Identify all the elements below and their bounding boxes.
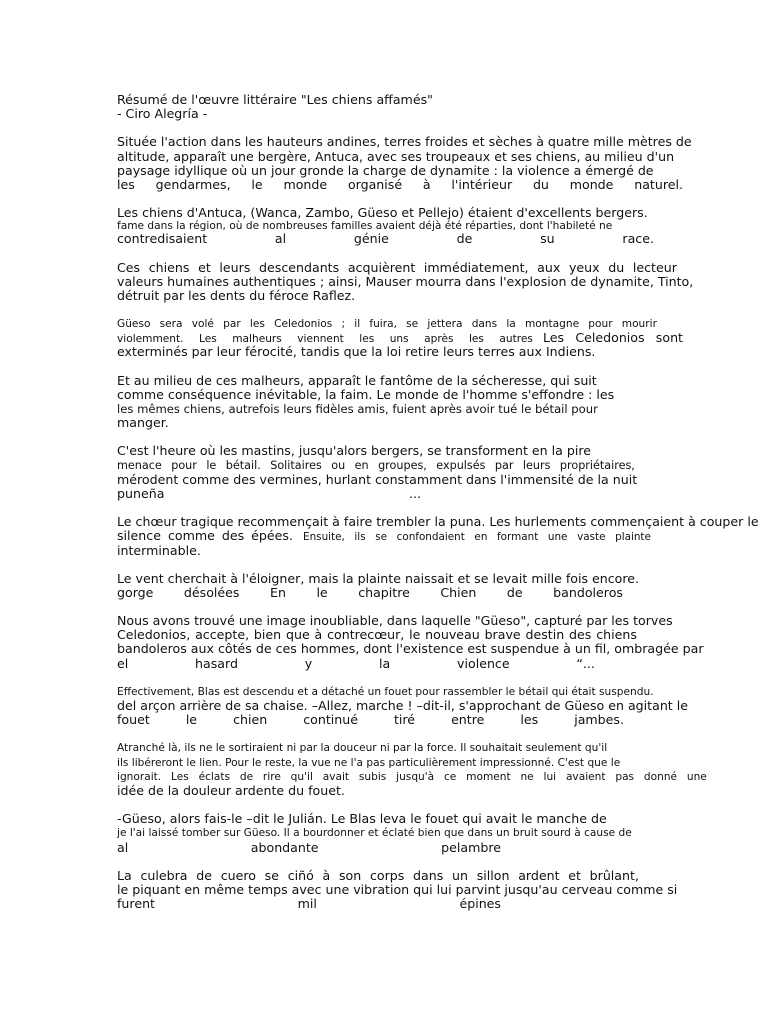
text-line: ils libéreront le lien. Pour le reste, la vue ne l'a pas particulièrement impressionné. C'est que le [117,756,621,769]
word: abondante [250,839,319,855]
text-line [117,529,651,543]
word: tiré [393,712,416,728]
word: comme [167,528,215,544]
word: ignorait. [117,770,162,783]
word: bien [253,627,282,643]
word: bétail. [225,458,261,472]
word: ne [520,770,534,783]
text-line [117,178,683,192]
word: pas [615,770,635,783]
word: épées. [251,528,293,544]
word: “... [576,655,595,671]
paragraph-4 [117,317,767,360]
word: en [354,458,369,472]
word: aux [537,259,561,275]
word: ... [408,485,421,501]
document-title: Résumé de l'œuvre littéraire "Les chiens affamés" [117,92,433,107]
word: Celedonios [274,318,333,331]
word: l'intérieur [451,176,513,192]
word: puneña [117,485,165,501]
word: autres [499,333,533,346]
word: le [316,584,328,600]
word: désolées [183,584,240,600]
word: acquièrent [347,259,416,275]
word: uns [389,333,409,346]
text-line: exterminés par leur férocité, tandis que la loi retire leurs terres aux Indiens. [117,344,596,360]
text-line: -Güeso, alors fais-le –dit le Julián. Le Blas leva le fouet qui avait le manche de [117,811,607,827]
word: violence [457,655,510,671]
word: en [474,531,488,544]
word: nouveau [425,627,480,643]
text-line: interminable. [117,542,201,558]
paragraph-13 [117,869,767,912]
word: monde [569,176,614,192]
word: viennent [297,333,344,346]
word: se [406,318,419,331]
word: des [569,627,592,643]
text-line: Le vent cherchait à l'éloigner, mais la plainte naissait et se levait mille fois encore. [117,570,640,586]
text-line [117,487,421,501]
word: jambes. [574,712,624,728]
word: chapitre [358,584,410,600]
word: formant [497,531,539,544]
word: lui [543,770,557,783]
word: le [206,458,217,472]
word: naturel. [634,176,683,192]
word: sont [655,330,683,346]
text-line: del arçon arrière de sa chaise. –Allez, marche ! –dit-il, s'approchant de Güeso en agitant le [117,698,688,713]
word: sera [159,318,183,331]
text-line [117,897,501,911]
word: furent [117,896,155,912]
word: du [608,259,625,275]
text-line: Située l'action dans les hauteurs andines, terres froides et sèches à quatre mille mètres de [117,134,692,150]
word: mourir [621,318,657,331]
word: menace [117,458,162,472]
paragraph-1 [117,135,767,192]
word: expulsés [436,458,486,472]
word: y [304,655,313,671]
word: de [456,231,473,247]
text-line [117,232,654,246]
text-line [117,261,677,275]
text-line: fame dans la région, où de nombreuses familles avaient déjà été réparties, dont l'habileté ne [117,220,613,233]
word: pelambre [441,839,501,855]
word: Celedonios [575,330,645,346]
word: subis [358,770,387,783]
paragraph-6 [117,444,767,501]
word: silence [117,528,161,544]
text-line [117,713,624,727]
text-line: je l'ai laissé tomber sur Güeso. Il a bourdonner et éclaté bien que dans un bruit sourd à cause de [117,827,632,840]
word: une [547,531,568,544]
word: contredisaient [117,231,208,247]
word: que [285,627,310,643]
word: Ensuite, [303,531,345,544]
word: violemment. [117,333,184,346]
word: éclats [198,770,231,783]
paragraph-12 [117,812,767,855]
word: à [314,627,323,643]
word: ce [443,770,457,783]
word: lecteur [632,259,677,275]
word: su [540,231,555,247]
text-line: paysage idyllique où un jour gronde la charge de dynamite : la violence a émergé de [117,162,654,178]
word: le [409,627,421,643]
word: donné [643,770,678,783]
word: cuero [220,867,256,883]
word: à [422,176,431,192]
word: jusqu'à [396,770,435,783]
word: chiens [148,259,190,275]
word: les [468,333,484,346]
word: les [359,333,375,346]
word: le [185,712,198,728]
text-line: altitude, apparaît une bergère, Antuca, avec ses troupeaux et ses chiens, au milieu d'un [117,148,675,164]
text-line [117,770,707,784]
text-line: C'est l'heure où les mastins, jusqu'alors bergers, se transforment en la pire [117,443,592,459]
word: gorge [117,584,154,600]
word: volé [191,318,214,331]
text-line [117,586,623,600]
word: les [249,318,265,331]
text-line: Les chiens d'Antuca, (Wanca, Zambo, Güeso et Pellejo) étaient d'excellents bergers. [117,205,648,221]
word: pour [588,318,613,331]
word: corps [369,867,405,883]
paragraph-9 [117,614,767,671]
word: yeux [568,259,600,275]
word: Celedonios, [117,627,191,643]
word: il [354,318,361,331]
word: groupes, [378,458,427,472]
word: chiens [596,627,637,643]
word: culebra [140,867,188,883]
text-line [117,841,501,855]
word: épines [459,896,501,912]
word: contrecœur, [327,627,405,643]
text-line: Atranché là, ils ne le sortiraient ni par la douceur ni par la force. Il souhaitait seulement qu'il [117,742,608,755]
word: descendants [259,259,340,275]
word: al [117,839,129,855]
paragraph-11 [117,741,767,798]
word: Ces [117,259,141,275]
text-line: Et au milieu de ces malheurs, apparaît le fantôme de la sécheresse, qui suit [117,372,597,388]
word: le [251,176,263,192]
word: Les [543,330,565,346]
word: se [375,531,388,544]
document-page [117,93,767,911]
word: hasard [195,655,238,671]
text-line: mérodent comme des vermines, hurlant constamment dans l'immensité de la nuit [117,471,638,487]
word: bandoleros [553,584,623,600]
word: Chien [440,584,477,600]
word: fuira, [369,318,397,331]
word: race. [622,231,654,247]
word: après [424,333,454,346]
text-line [117,657,595,671]
text-line [117,331,683,345]
word: un [452,867,468,883]
word: sillon [476,867,510,883]
text-line: le piquant en même temps avec une vibration qui lui parvint jusqu'au cerveau comme si [117,881,678,897]
word: son [338,867,362,883]
word: al [274,231,287,247]
word: fouet [117,712,150,728]
text-line [117,869,639,883]
text-line: détruit par les dents du féroce Raflez. [117,287,356,303]
word: de [196,867,212,883]
text-line [117,317,657,331]
word: de [506,584,523,600]
word: Les [199,333,217,346]
word: Les [171,770,189,783]
text-line: valeurs humaines authentiques ; ainsi, Mauser mourra dans l'explosion de dynamite, Tinto, [117,273,694,289]
word: brûlant, [589,867,639,883]
word: immédiatement, [423,259,529,275]
paragraph-10 [117,685,767,728]
paragraph-3 [117,261,767,304]
word: Güeso [117,318,151,331]
word: génie [353,231,389,247]
text-line: les mêmes chiens, autrefois leurs fidèles amis, fuient après avoir tué le bétail pour [117,402,598,416]
word: leurs [219,259,251,275]
word: des [221,528,245,544]
word: chien [233,712,268,728]
text-line: Effectivement, Blas est descendu et a détaché un fouet pour rassembler le bétail qui était suspendu. [117,685,654,698]
word: leurs [522,458,551,472]
paragraph-7 [117,515,767,558]
text-line: Le chœur tragique recommençait à faire trembler la puna. Les hurlements commençaient à couper le [117,514,759,530]
word: dans [471,318,498,331]
word: organisé [347,176,403,192]
word: ciñó [287,867,314,883]
word: rire [262,770,281,783]
word: et [568,867,581,883]
word: qu'il [290,770,313,783]
word: monde [283,176,328,192]
word: ardent [518,867,560,883]
text-line: idée de la douleur ardente du fouet. [117,782,345,798]
word: ils [354,531,366,544]
text-line: Nous avons trouvé une image inoubliable, dans laquelle "Güeso", capturé par les torves [117,613,673,629]
word: moment [466,770,511,783]
text-line [117,459,635,473]
text-line: manger. [117,415,169,431]
word: de [239,770,254,783]
word: ou [331,458,346,472]
word: dans [413,867,444,883]
paragraph-8 [117,572,767,600]
word: Solitaires [270,458,322,472]
word: continué [303,712,358,728]
text-line [117,628,637,642]
paragraph-5 [117,374,767,431]
word: brave [484,627,521,643]
word: avaient [565,770,606,783]
word: par [223,318,241,331]
word: confondaient [396,531,465,544]
text-line: comme conséquence inévitable, la faim. Le monde de l'homme s'effondre : les [117,386,615,402]
document-author: - Ciro Alegría - [117,106,208,122]
word: accepte, [195,627,250,643]
word: mil [297,896,317,912]
paragraph-2 [117,206,767,246]
word: vaste [577,531,606,544]
word: ; [341,318,346,331]
word: à [322,867,331,883]
word: entre [451,712,485,728]
word: gendarmes, [155,176,231,192]
word: du [532,176,549,192]
word: pour [171,458,197,472]
word: la [506,318,516,331]
word: avait [322,770,350,783]
word: destin [525,627,565,643]
word: En [269,584,286,600]
word: La [117,867,132,883]
word: une [686,770,707,783]
word: malheurs [232,333,282,346]
text-line: bandoleros aux côtés de ces hommes, dont l'existence est suspendue à un fil, ombragée par [117,641,704,657]
word: se [264,867,279,883]
word: propriétaires, [559,458,635,472]
word: les [117,176,135,192]
word: et [198,259,211,275]
word: par [494,458,514,472]
word: jettera [427,318,463,331]
word: el [117,655,129,671]
word: la [379,655,391,671]
word: plainte [615,531,651,544]
word: montagne [524,318,580,331]
word: les [520,712,539,728]
